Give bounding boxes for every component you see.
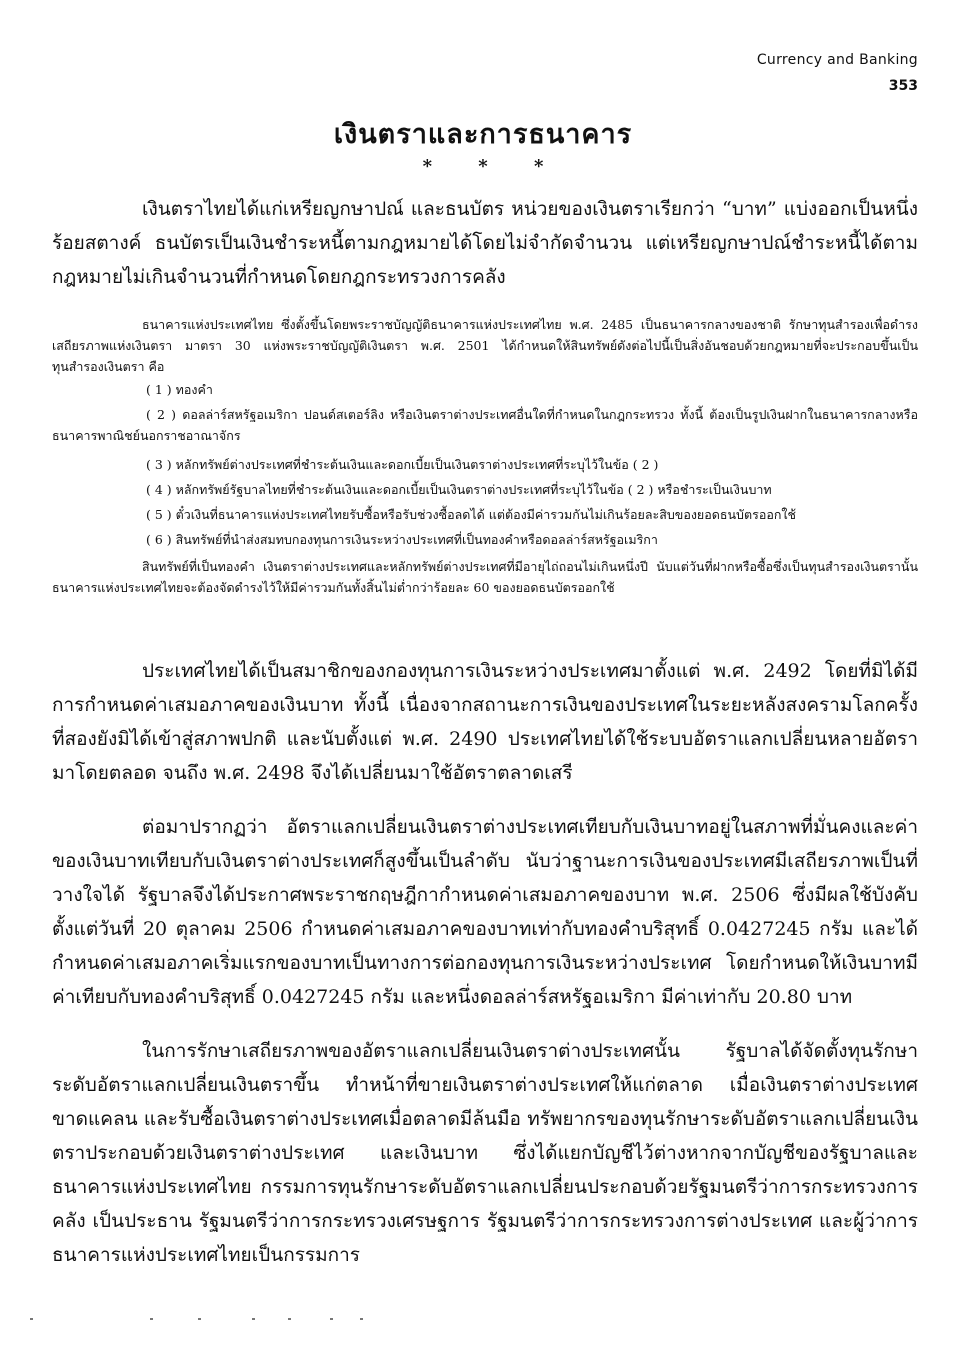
body-paragraph: ต่อมาปรากฏว่า อัตราแลกเปลี่ยนเงินตราต่างประเทศเทียบกับเงินบาทอยู่ในสภาพที่มั่นคงและค่าของเงินบาทเทียบกับเงินตราต่างประเทศก็สูงขึ้นเป็นลำดับ นับว่าฐานะการเงินของประเทศมีเสถียรภาพเป็นที่วางใจได้ รัฐบาลจึงได้ประกาศพระราชกฤษฎีกากำหนดค่าเสมอภาคของบาท พ.ศ. 2506 ซึ่งมีผลใช้บังคับตั้งแต่วันที่ 20 ตุลาคม 2506 กำหนดค่าเสมอภาคของบาทเท่ากับทองคำบริสุทธิ์ 0.0427245 กรัม และได้กำหนดค่าเสมอภาคเริ่มแรกของบาทเป็นทางการต่อกองทุนการเงินระหว่างประเทศ โดยกำหนดให้เงินบาทมีค่าเทียบกับทองคำบริสุทธิ์ 0.0427245 กรัม และหนึ่งดอลล่าร์สหรัฐอเมริกา มีค่าเท่ากับ 20.80 บาท [52,816,918,1008]
reserve-item: ( 5 ) ตั๋วเงินที่ธนาคารแห่งประเทศไทยรับซื้อหรือรับช่วงซื้อลดได้ แต่ต้องมีค่ารวมกันไม่เกินร้อยละสิบของยอดธนบัตรออกใช้ [146,507,796,522]
body-paragraph: ในการรักษาเสถียรภาพของอัตราแลกเปลี่ยนเงินตราต่างประเทศนั้น รัฐบาลได้จัดตั้งทุนรักษาระดับอัตราแลกเปลี่ยนเงินตราขึ้น ทำหน้าที่ขายเงินตราต่างประเทศให้แก่ตลาด เมื่อเงินตราต่างประเทศขาดแคลน และรับซื้อเงินตราต่างประเทศเมื่อตลาดมีล้นมือ ทรัพยากรของทุนรักษาระดับอัตราแลกเปลี่ยนเงินตราประกอบด้วยเงินตราต่างประเทศ และเงินบาท ซึ่งได้แยกบัญชีไว้ต่างหากจากบัญชีของรัฐบาลและธนาคารแห่งประเทศไทย กรรมการทุนรักษาระดับอัตราแลกเปลี่ยนประกอบด้วยรัฐมนตรีว่าการกระทรวงการคลัง เป็นประธาน รัฐมนตรีว่าการกระทรวงเศรษฐการ รัฐมนตรีว่าการกระทรวงการต่างประเทศ และผู้ว่าการธนาคารแห่งประเทศไทยเป็นกรรมการ [52,1040,918,1266]
intro-section [52,192,918,294]
reserve-item: ( 1 ) ทองคำ [146,382,213,397]
section-divider-stars: * * * [422,156,544,177]
page-number: 353 [888,78,918,94]
section-name: Currency and Banking [756,52,918,68]
running-header [757,52,918,94]
intro-paragraph: เงินตราไทยได้แก่เหรียญกษาปณ์ และธนบัตร หน่วยของเงินตราเรียกว่า “บาท” แบ่งออกเป็นหนึ่งร้อยสตางค์ ธนบัตรเป็นเงินชำระหนี้ตามกฎหมายได้โดยไม่จำกัดจำนวน แต่เหรียญกษาปณ์ชำระหนี้ได้ตามกฎหมายไม่เกินจำนวนที่กำหนดโดยกฎกระทรวงการคลัง [52,198,918,288]
reserve-lead-paragraph: ธนาคารแห่งประเทศไทย ซึ่งตั้งขึ้นโดยพระราชบัญญัติธนาคารแห่งประเทศไทย พ.ศ. 2485 เป็นธนาคารกลางของชาติ รักษาทุนสำรองเพื่อดำรงเสถียรภาพแห่งเงินตรา มาตรา 30 แห่งพระราชบัญญัติเงินตรา พ.ศ. 2501 ได้กำหนดให้สินทรัพย์ดังต่อไปนี้เป็นสิ่งอันชอบด้วยกฎหมายที่จะประกอบขึ้นเป็นทุนสำรองเงินตรา คือ [52,317,918,374]
exchange-fund-section [52,1034,918,1272]
reserve-item: ( 4 ) หลักทรัพย์รัฐบาลไทยที่ชำระต้นเงินและดอกเบี้ยเป็นเงินตราต่างประเทศที่ระบุไว้ในข้อ ( 2 ) หรือชำระเป็นเงินบาท [146,482,772,497]
page-title: เงินตราและการธนาคาร [333,119,633,150]
scan-artifacts [30,1318,370,1324]
par-value-section [52,810,918,1014]
reserve-item: ( 3 ) หลักทรัพย์ต่างประเทศที่ชำระต้นเงินและดอกเบี้ยเป็นเงินตราต่างประเทศที่ระบุไว้ในข้อ ( 2 ) [146,457,659,472]
reserve-closing-paragraph: สินทรัพย์ที่เป็นทองคำ เงินตราต่างประเทศและหลักทรัพย์ต่างประเทศที่มีอายุไถ่ถอนไม่เกินหนึ่งปี นับแต่วันที่ฝากหรือซื้อซึ่งเป็นทุนสำรองเงินตรานั้น ธนาคารแห่งประเทศไทยจะต้องจัดดำรงไว้ให้มีค่ารวมกันทั้งสิ้นไม่ต่ำกว่าร้อยละ 60 ของยอดธนบัตรออกใช้ [52,559,918,595]
imf-section [52,654,918,790]
reserve-item: ( 2 ) ดอลล่าร์สหรัฐอเมริกา ปอนด์สเตอร์ลิง หรือเงินตราต่างประเทศอื่นใดที่กำหนดในกฎกระทรวง ทั้งนี้ ต้องเป็นรูปเงินฝากในธนาคารกลางหรือธนาคารพาณิชย์นอกราชอาณาจักร [52,407,918,443]
body-paragraph: ประเทศไทยได้เป็นสมาชิกของกองทุนการเงินระหว่างประเทศมาตั้งแต่ พ.ศ. 2492 โดยที่มิได้มีการกำหนดค่าเสมอภาคของเงินบาท ทั้งนี้ เนื่องจากสถานะการเงินของประเทศในระยะหลังสงครามโลกครั้งที่สองยังมิได้เข้าสู่สภาพปกติ และนับตั้งแต่ พ.ศ. 2490 ประเทศไทยได้ใช้ระบบอัตราแลกเปลี่ยนหลายอัตรามาโดยตลอด จนถึง พ.ศ. 2498 จึงได้เปลี่ยนมาใช้อัตราตลาดเสรี [52,660,918,784]
reserve-item: ( 6 ) สินทรัพย์ที่นำส่งสมทบกองทุนการเงินระหว่างประเทศที่เป็นทองคำหรือดอลล่าร์สหรัฐอเมริกา [146,532,658,547]
reserve-section [52,314,918,598]
